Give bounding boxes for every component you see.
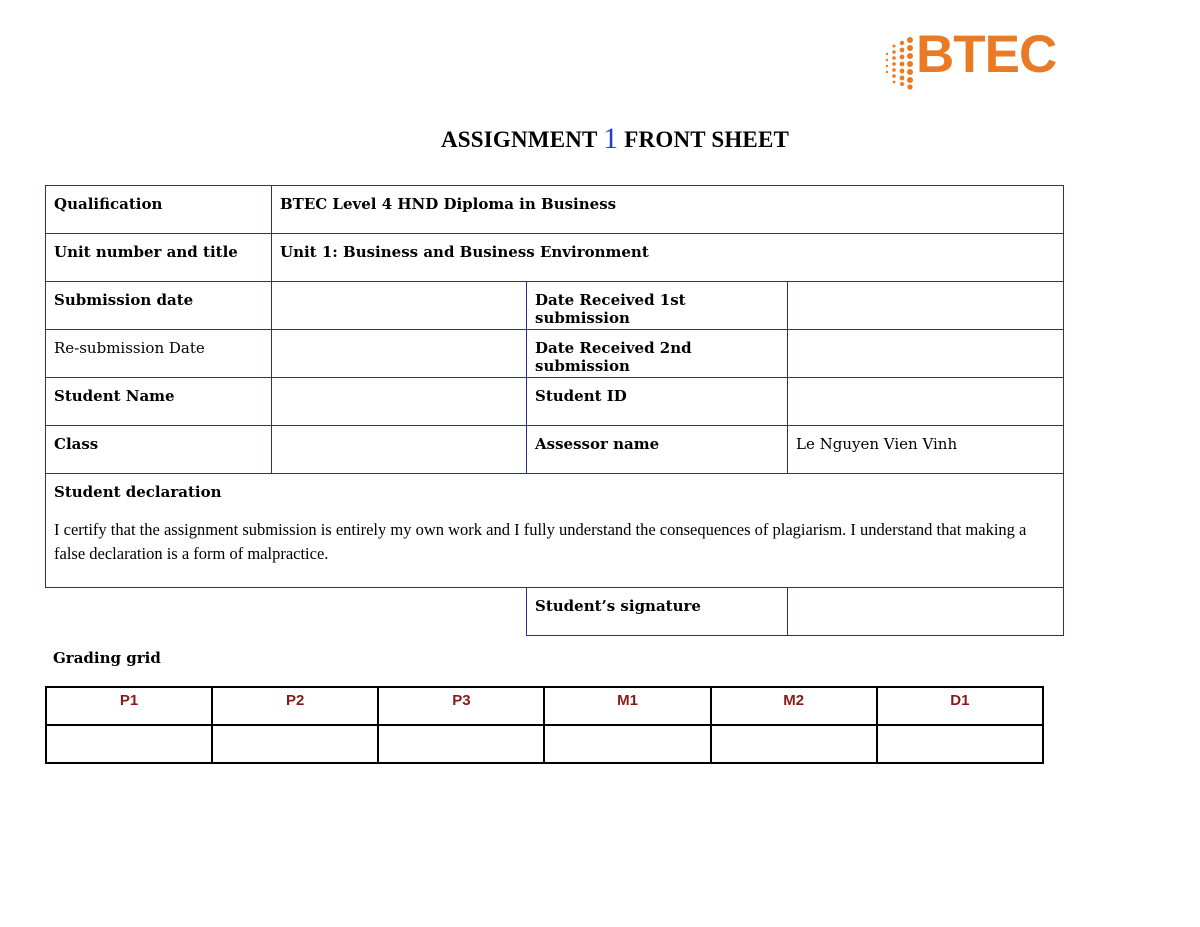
signature-row xyxy=(46,588,1064,636)
grade-cell-d1[interactable] xyxy=(877,725,1043,763)
grade-cell-p2[interactable] xyxy=(212,725,378,763)
declaration-text: I certify that the assignment submission is entirely my own work and I fully understand the consequences of plagiarism. I understand that making a false declaration is a form of malpractice. xyxy=(54,520,1027,563)
date-received-2-label: Date Received 2nd submission xyxy=(527,330,788,378)
date-received-1-field[interactable] xyxy=(788,282,1064,330)
student-name-label: Student Name xyxy=(46,378,272,426)
grading-grid-table xyxy=(45,686,1044,764)
dot-pattern-icon xyxy=(880,34,920,94)
assessor-value: Le Nguyen Vien Vinh xyxy=(788,426,1064,474)
student-row xyxy=(46,378,1064,426)
declaration-cell xyxy=(46,474,1064,588)
submission-date-label: Submission date xyxy=(46,282,272,330)
submission-date-field[interactable] xyxy=(272,282,527,330)
unit-label: Unit number and title xyxy=(46,234,272,282)
qualification-value: BTEC Level 4 HND Diploma in Business xyxy=(272,186,1064,234)
resubmission-date-field[interactable] xyxy=(272,330,527,378)
page-title xyxy=(0,122,1200,156)
unit-value: Unit 1: Business and Business Environment xyxy=(272,234,1064,282)
grade-cell-p1[interactable] xyxy=(46,725,212,763)
qualification-label: Qualification xyxy=(46,186,272,234)
front-sheet-table xyxy=(45,185,1064,636)
unit-row xyxy=(46,234,1064,282)
declaration-row xyxy=(46,474,1064,588)
submission-row xyxy=(46,282,1064,330)
grading-header-row xyxy=(46,687,1043,725)
date-received-1-label: Date Received 1st submission xyxy=(527,282,788,330)
btec-logo xyxy=(880,25,1070,94)
signature-field[interactable] xyxy=(788,588,1064,636)
student-name-field[interactable] xyxy=(272,378,527,426)
grade-cell-p3[interactable] xyxy=(378,725,544,763)
grade-cell-m2[interactable] xyxy=(711,725,877,763)
grade-header-m2: M2 xyxy=(711,687,877,725)
declaration-title: Student declaration xyxy=(54,483,222,501)
class-row xyxy=(46,426,1064,474)
signature-spacer xyxy=(46,588,527,636)
qualification-row xyxy=(46,186,1064,234)
grading-value-row xyxy=(46,725,1043,763)
signature-label: Student’s signature xyxy=(527,588,788,636)
assessor-label: Assessor name xyxy=(527,426,788,474)
grade-header-p1: P1 xyxy=(46,687,212,725)
title-prefix: ASSIGNMENT xyxy=(440,127,598,152)
grading-grid-label: Grading grid xyxy=(53,649,161,667)
student-id-field[interactable] xyxy=(788,378,1064,426)
logo-text: BTEC xyxy=(916,25,1057,84)
student-id-label: Student ID xyxy=(527,378,788,426)
title-suffix: FRONT SHEET xyxy=(624,127,790,152)
grade-header-p3: P3 xyxy=(378,687,544,725)
class-field[interactable] xyxy=(272,426,527,474)
title-number: 1 xyxy=(603,122,619,155)
resubmission-date-label: Re-submission Date xyxy=(46,330,272,378)
grade-header-m1: M1 xyxy=(544,687,710,725)
grade-cell-m1[interactable] xyxy=(544,725,710,763)
resubmission-row xyxy=(46,330,1064,378)
date-received-2-field[interactable] xyxy=(788,330,1064,378)
class-label: Class xyxy=(46,426,272,474)
grade-header-d1: D1 xyxy=(877,687,1043,725)
grade-header-p2: P2 xyxy=(212,687,378,725)
